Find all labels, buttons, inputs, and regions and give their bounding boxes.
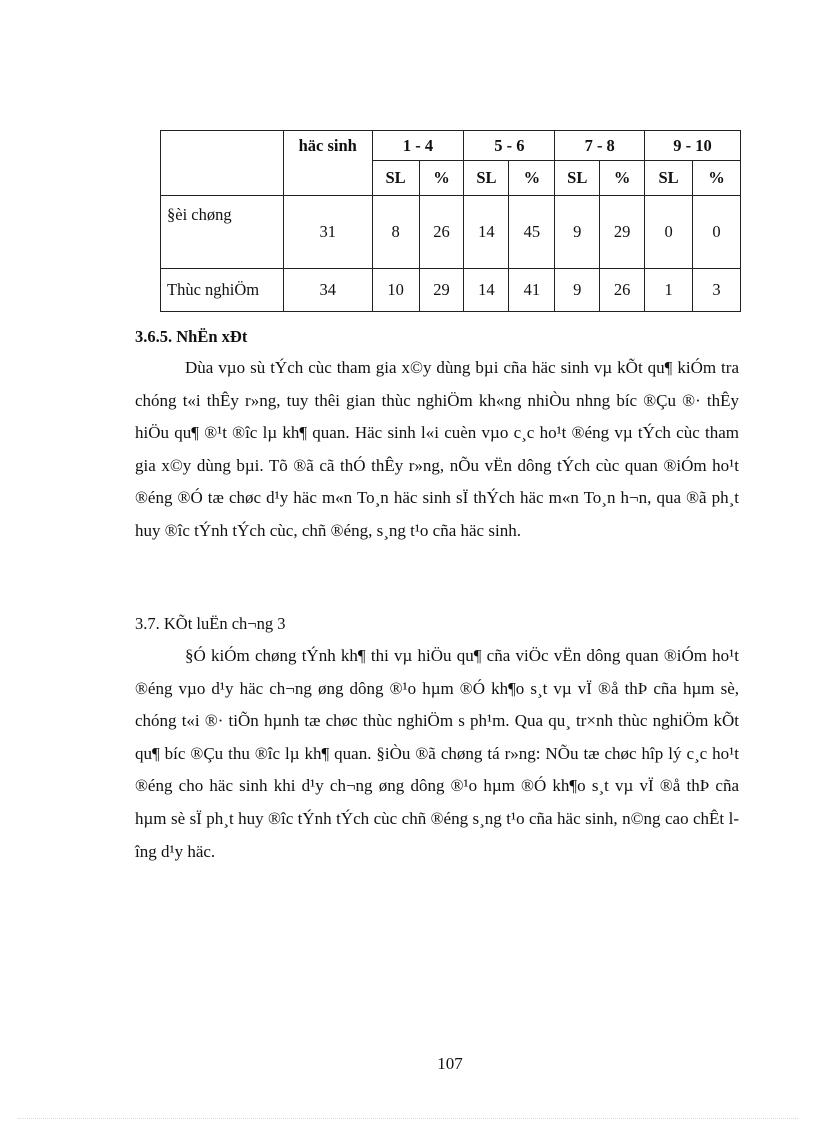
table-cell: 45 — [509, 196, 555, 269]
table-cell: 10 — [372, 269, 419, 312]
header-students: häc sinh — [283, 131, 372, 196]
results-table — [160, 130, 741, 312]
table-row — [161, 196, 741, 269]
subheader-cell: SL — [372, 161, 419, 196]
section-paragraph-3-7: §Ó kiÓm chøng tÝnh kh¶ thi vµ hiÖu qu¶ cña viÖc vËn dông quan ®iÓm ho¹t ®éng vµo d¹y häc ch¬ng øng dông ®¹o hµm ®Ó kh¶o s¸t vµ vÏ ®å thÞ cña hµm sè, chóng t«i ®· tiÕn hµnh tæ chøc thùc nghiÖm s ph¹m. Qua qu¸ tr×nh thùc nghiÖm kÕt qu¶ bíc ®Çu thu ®îc lµ kh¶ quan. §iÒu ®ã chøng tá r»ng: NÕu tæ chøc hîp lý c¸c ho¹t ®éng cho häc sinh khi d¹y ch¬ng øng dông ®¹o hµm ®Ó kh¶o s¸t vµ vÏ ®å thÞ cña hµm sè sÏ ph¸t huy ®îc tÝnh tÝch cùc chñ ®éng s¸ng t¹o cña häc sinh, n©ng cao chÊt lîng d¹y häc. — [135, 646, 739, 861]
table-cell: 26 — [600, 269, 645, 312]
table-cell: 29 — [419, 269, 464, 312]
section-heading-3-7: 3.7. KÕt luËn ch¬ng 3 — [135, 614, 286, 633]
subheader-cell: % — [419, 161, 464, 196]
table-cell: 0 — [645, 196, 693, 269]
subheader-cell: SL — [555, 161, 600, 196]
row-label: §èi chøng — [161, 196, 284, 269]
header-range: 7 - 8 — [555, 131, 645, 161]
table-cell: 29 — [600, 196, 645, 269]
table-cell: 41 — [509, 269, 555, 312]
subheader-cell: % — [509, 161, 555, 196]
header-range: 9 - 10 — [645, 131, 741, 161]
table-cell: 0 — [693, 196, 741, 269]
section-heading-3-6-5: 3.6.5. NhËn xÐt — [135, 327, 248, 346]
subheader-cell: % — [600, 161, 645, 196]
row-label: Thùc nghiÖm — [161, 269, 284, 312]
row-students: 31 — [283, 196, 372, 269]
section-paragraph-3-6-5: Dùa vµo sù tÝch cùc tham gia x©y dùng bµi cña häc sinh vµ kÕt qu¶ kiÓm tra chóng t«i thÊy r»ng, tuy thêi gian thùc nghiÖm kh«ng nhiÒu nhng bíc ®Çu ®· thÊy hiÖu qu¶ ®¹t ®îc lµ kh¶ quan. Häc sinh l«i cuèn vµo c¸c ho¹t ®éng vµ tÝch cùc tham gia x©y dùng bµi. Tõ ®ã cã thÓ thÊy r»ng, nÕu vËn dông tÝch cùc quan ®iÓm ho¹t ®éng ®Ó tæ chøc d¹y häc m«n To¸n häc sinh sÏ thÝch häc m«n To¸n h¬n, qua ®ã ph¸t huy ®îc tÝnh tÝch cùc, chñ ®éng, s¸ng t¹o cña häc sinh. — [135, 358, 739, 540]
table-cell: 9 — [555, 196, 600, 269]
row-students: 34 — [283, 269, 372, 312]
table-header-row — [161, 131, 741, 161]
table-cell: 8 — [372, 196, 419, 269]
subheader-cell: SL — [464, 161, 509, 196]
subheader-cell: % — [693, 161, 741, 196]
table-cell: 1 — [645, 269, 693, 312]
header-range: 1 - 4 — [372, 131, 464, 161]
table-cell: 3 — [693, 269, 741, 312]
subheader-cell: SL — [645, 161, 693, 196]
page-number: 107 — [437, 1054, 463, 1073]
table-cell: 9 — [555, 269, 600, 312]
table-cell: 14 — [464, 269, 509, 312]
page-bottom-divider — [18, 1118, 798, 1119]
table-cell: 26 — [419, 196, 464, 269]
table-row — [161, 269, 741, 312]
table-corner-cell — [161, 131, 284, 196]
header-range: 5 - 6 — [464, 131, 555, 161]
table-cell: 14 — [464, 196, 509, 269]
